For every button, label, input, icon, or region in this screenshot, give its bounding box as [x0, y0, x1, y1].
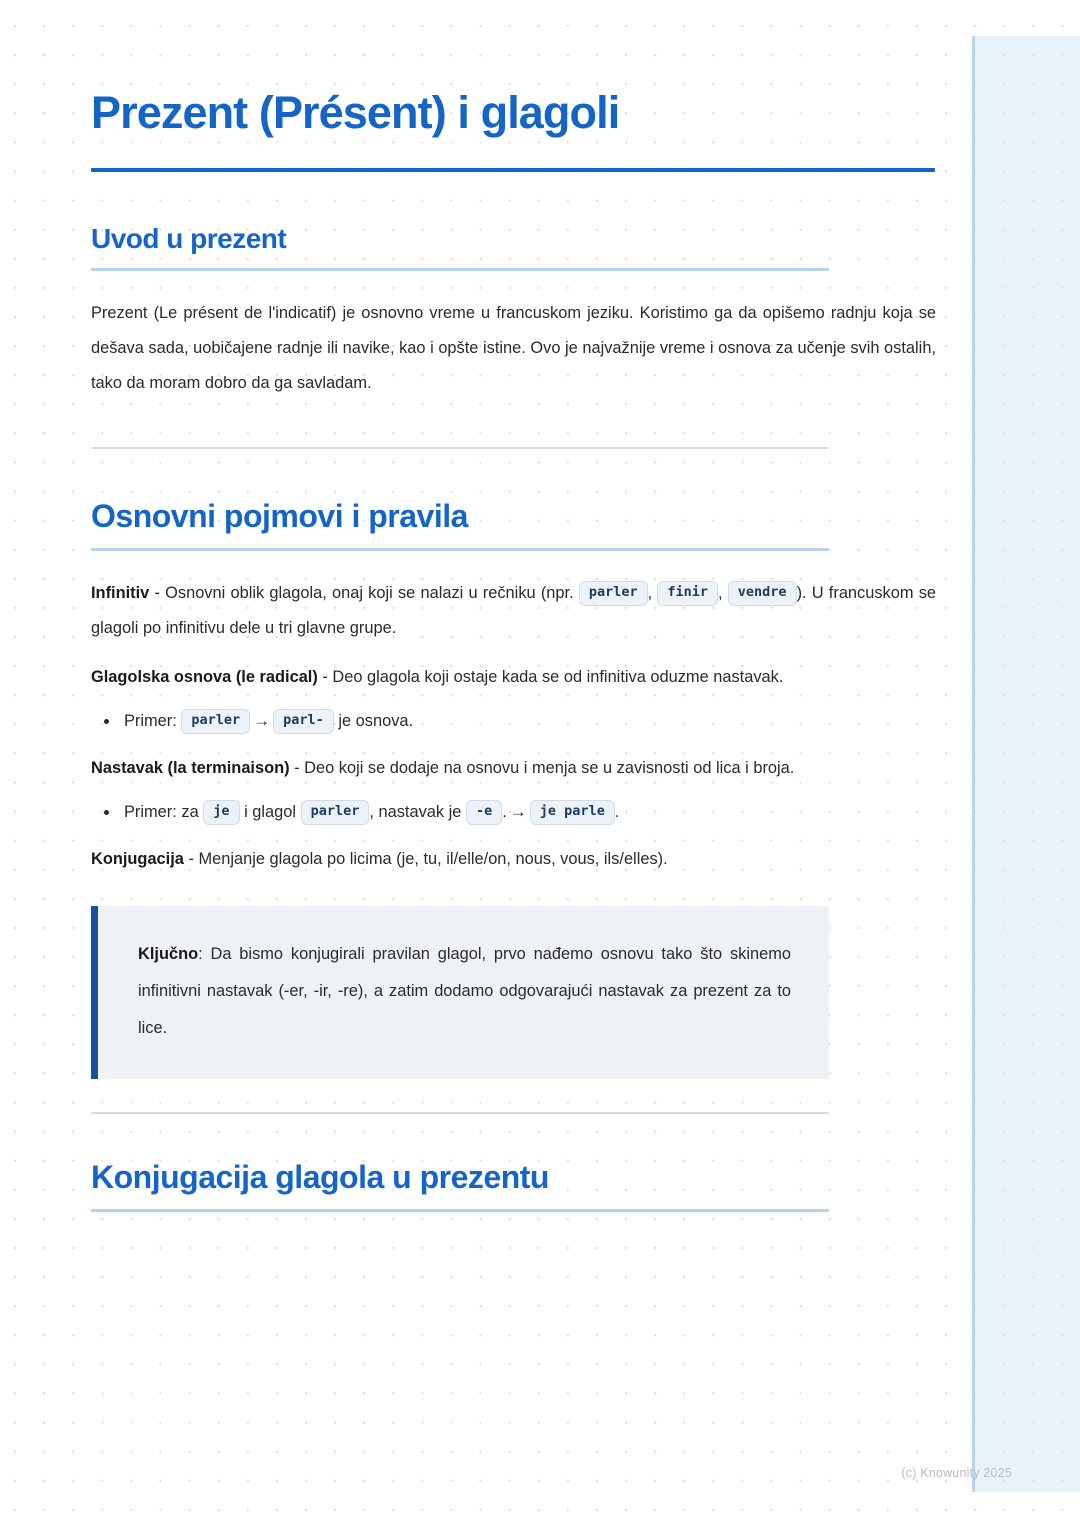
example-mid-1: i glagol [244, 803, 297, 822]
example-tail: je osnova. [338, 712, 414, 731]
code-chip-je: je [203, 800, 239, 825]
example-label: Primer: za [124, 803, 199, 822]
example-list-nastavak [91, 794, 936, 830]
definition-infinitiv [91, 576, 936, 646]
section-uvod [91, 223, 936, 401]
list-item [124, 703, 936, 739]
code-chip-parler: parler [301, 800, 370, 825]
arrow-icon: → [509, 802, 527, 822]
key-callout-box [91, 906, 829, 1079]
section-heading-uvod: Uvod u prezent [91, 223, 287, 255]
section-heading-underline [91, 1209, 829, 1212]
code-chip-parler: parler [181, 709, 250, 734]
title-underline [91, 168, 935, 172]
example-mid-2: , nastavak je [369, 803, 462, 822]
example-mid-3: . [502, 803, 507, 822]
term-konjugacija: Konjugacija [91, 850, 184, 869]
intro-paragraph: Prezent (Le présent de l'indicatif) je osnovno vreme u francuskom jeziku. Koristimo ga da opišemo radnju koja se dešava sada, uobičajene radnje ili navike, kao i opšte istine. Ovo je najvažnije vreme i osnova za učenje svih ostalih, tako da moram dobro da ga savladam. [91, 304, 936, 393]
konjugacija-text-1: - Menjanje glagola po licima (je, tu, il/elle/on, nous, vous, ils/elles). [183, 850, 668, 869]
osnova-text-1: - Deo glagola koji ostaje kada se od infinitiva oduzme nastavak. [317, 668, 784, 687]
callout-label: Ključno [138, 945, 199, 964]
term-nastavak: Nastavak (la terminaison) [91, 759, 290, 778]
arrow-icon: → [253, 711, 271, 731]
example-tail: . [614, 803, 620, 822]
code-chip-vendre: vendre [728, 581, 797, 606]
section-heading-pojmovi: Osnovni pojmovi i pravila [91, 498, 468, 535]
code-chip-finir: finir [657, 581, 718, 606]
callout-text [138, 936, 791, 1047]
term-glagolska-osnova: Glagolska osnova (le radical) [91, 668, 318, 687]
footer-copyright: (c) Knowunity 2025 [901, 1466, 1012, 1480]
term-infinitiv: Infinitiv [91, 584, 150, 603]
definition-nastavak [91, 751, 936, 786]
section-osnovni-pojmovi [91, 498, 936, 1079]
section-konjugacija-prezent [91, 1159, 936, 1212]
definition-konjugacija [91, 842, 936, 877]
example-label: Primer: [124, 712, 177, 731]
infinitiv-text-2: , [647, 584, 658, 603]
nastavak-text-1: - Deo koji se dodaje na osnovu i menja se u zavisnosti od lica i broja. [289, 759, 795, 778]
infinitiv-text-3: , [718, 584, 728, 603]
callout-body: : Da bismo konjugirali pravilan glagol, prvo nađemo osnovu tako što skinemo infinitivni nastavak (-er, -ir, -re), a zatim dodamo odgovarajući nastavak za prezent za to lice. [138, 945, 791, 1038]
code-chip-je-parle: je parle [530, 800, 615, 825]
infinitiv-text-4: ). U francuskom se glagoli po infinitivu dele u tri glavne grupe. [91, 584, 937, 638]
definition-osnova [91, 660, 936, 695]
code-chip-parler: parler [579, 581, 648, 606]
page-title: Prezent (Présent) i glagoli [91, 87, 620, 138]
document-content [91, 0, 936, 1528]
code-chip-parl-stem: parl- [273, 709, 334, 734]
right-margin-strip [972, 36, 1080, 1492]
code-chip-ending-e: -e [466, 800, 502, 825]
example-list-osnova [91, 703, 936, 739]
infinitiv-text-1: - Osnovni oblik glagola, onaj koji se nalazi u rečniku (npr. [149, 584, 579, 603]
section-heading-konjugacija: Konjugacija glagola u prezentu [91, 1159, 549, 1196]
list-item [124, 794, 936, 830]
